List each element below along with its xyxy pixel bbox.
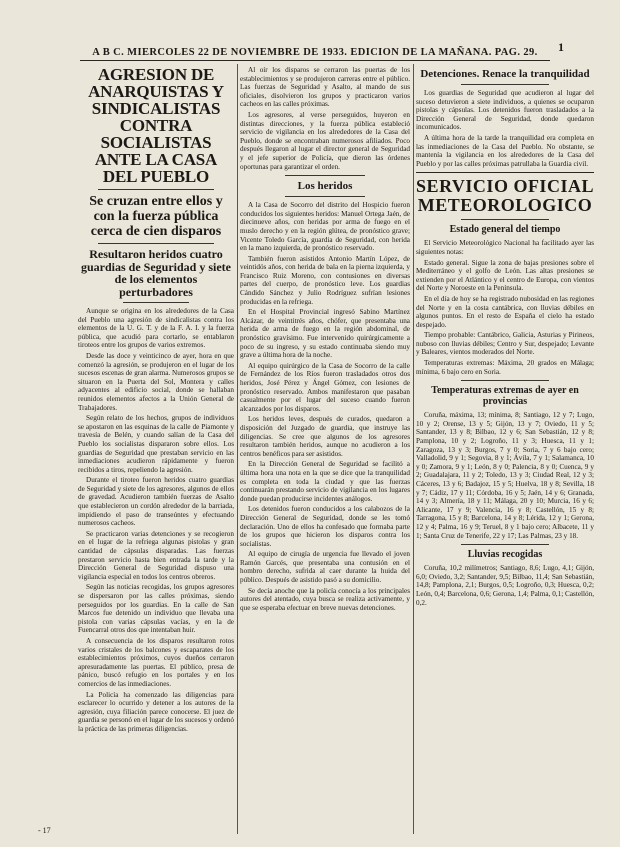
page-number: 1: [558, 40, 564, 54]
divider: [285, 175, 365, 176]
main-headline: AGRESION DE ANARQUISTAS Y SINDICALISTAS CONTRA SOCIALISTAS ANTE LA CASA DEL PUEBLO: [88, 66, 224, 186]
divider: [461, 219, 549, 220]
article-paragraph: Se practicaron varias detenciones y se recogieron en el lugar de la refriega algunas pistolas y gran cantidad de cápsulas disparadas. Las fuerzas prestaron servicio hasta bien entrada la tarde y la Dirección General de Seguridad dispuso una vigilancia especial en todos los centros obreros.: [78, 529, 234, 581]
meteo-paragraph: Estado general. Sigue la zona de bajas presiones sobre el Mediterráneo y el golfo de León. Las altas presiones se extienden por el Atlántico y el centro de Europa, con vientos del Norte y Noroeste en la Península.: [416, 258, 594, 293]
column-divider: [413, 64, 414, 834]
article-paragraph: Aunque se origina en los alrededores de la Casa del Pueblo una agresión de sindicalistas contra los elementos de la U. G. T. y de la F. A. I. y la fuerza pública, que acudió para cortarlo, se entablaron tiroteos entre los grupos de varios extremos.: [78, 307, 234, 350]
article-paragraph: Los agresores, al verse perseguidos, huyeron en distintas direcciones, y la fuerza pública estableció servicio de vigilancia en los alrededores de la Casa del Pueblo, donde se encontraban numerosos afiliados. Poco después llegaron al lugar el director general de Seguridad y el jefe superior de Policía, que dieron las órdenes oportunas para garantizar el orden.: [240, 110, 410, 171]
section-heading-detenciones: Detenciones. Renace la tranquilidad: [420, 68, 590, 80]
divider: [98, 189, 214, 190]
article-paragraph: Al oír los disparos se cerraron las puertas de los establecimientos y se produjeron carreras entre el público. Las fuerzas de Seguridad y Asalto, al mando de sus oficiales, disolvieron los grupos y practicaron varios cacheos en las calles próximas.: [240, 66, 410, 109]
rain-paragraph: Coruña, 10,2 milímetros; Santiago, 8,6; Lugo, 4,1; Gijón, 6,0; Oviedo, 3,2; Santander, 9,5; Bilbao, 11,4; San Sebastián, 14,8; Pamplona, 2,1; Burgos, 0,5; Logroño, 0,3; Huesca, 0,2; León, 0,4; Barcelona, 0,6; Gerona, 1,4; Palma, 0,1; Castellón, 0,2.: [416, 564, 594, 607]
article-paragraph: Los detenidos fueron conducidos a los calabozos de la Dirección General de Seguridad, donde se les tomó declaración. Uno de ellos ha confesado que formaba parte de los grupos que hicieron los disparos contra los socialistas.: [240, 505, 410, 548]
article-paragraph: Los guardias de Seguridad que acudieron al lugar del suceso detuvieron a siete individuos, a quienes se ocuparon pistolas y cápsulas. Los detenidos fueron trasladados a la Dirección General de Seguridad, donde quedaron incomunicados.: [416, 89, 594, 132]
article-paragraph: Al equipo de cirugía de urgencia fue llevado el joven Ramón Garcés, que presentaba una contusión en el hombro derecho, sufrida al caer durante la huida del público. Después de asistido pasó a su domicilio.: [240, 550, 410, 585]
column-2: [240, 66, 410, 836]
column-3: [416, 66, 594, 836]
meteo-paragraph: Tiempo probable: Cantábrico, Galicia, Asturias y Pirineos, nuboso con lluvias débiles; Centro y Sur, despejado; Levante y Baleares, vientos moderados del Norte.: [416, 331, 594, 357]
meteo-paragraph: Temperaturas extremas: Máxima, 20 grados en Málaga; mínima, 6 bajo cero en Soria.: [416, 359, 594, 376]
meteo-subhead: Estado general del tiempo: [449, 224, 561, 236]
divider: [461, 84, 549, 85]
article-paragraph: Según las noticias recogidas, los grupos agresores se dispersaron por las calles próximas, siendo perseguidos por los guardias. En la calle de San Marcos fue detenido un individuo que llevaba una pistola con varias cápsulas vacías, y en la de Fuencarral otros dos que intentaban huir.: [78, 583, 234, 635]
column-1: [78, 66, 234, 836]
meteo-paragraph: En el día de hoy se ha registrado nubosidad en las regiones del Norte y en la costa cantábrica, con lluvias débiles en algunos puntos. En el resto de España el cielo ha estado despejado.: [416, 294, 594, 329]
divider: [416, 172, 594, 173]
article-paragraph: En el Hospital Provincial ingresó Sabino Martínez Alcázar, de veintitrés años, chófer, que presentaba una herida de arma de fuego en la región abdominal, de pronóstico gravísimo. Fue intervenido quirúrgicamente a poco de su ingreso, y su estado continuaba siendo muy grave a última hora de la noche.: [240, 308, 410, 360]
temperatures-title: Temperaturas extremas de ayer en provincias: [431, 385, 579, 408]
article-paragraph: Según relato de los hechos, grupos de individuos se apostaron en las esquinas de la calle de Piamonte y travesía de Belén, y cuando salían de la Casa del Pueblo los socialistas dispararon sobre ellos. Los guardias de Seguridad que prestaban servicio en las inmediaciones acudieron rápidamente y fueron recibidos a tiros, repeliendo la agresión.: [78, 414, 234, 474]
page-header: [80, 40, 550, 61]
meteo-title: SERVICIO OFICIAL METEOROLOGICO: [416, 176, 594, 216]
article-paragraph: A consecuencia de los disparos resultaron rotos varios cristales de los balcones y escaparates de los establecimientos próximos, cuyos dueños cerraron apresuradamente las puertas. El público, presa de pánico, buscó refugio en los portales y en los comercios de las inmediaciones.: [78, 636, 234, 688]
divider: [461, 380, 549, 381]
rain-title: Lluvias recogidas: [467, 549, 543, 561]
temperatures-paragraph: Coruña, máxima, 13; mínima, 8; Santiago, 12 y 7; Lugo, 10 y 2; Orense, 13 y 5; Gijón, 13 y 7; Oviedo, 11 y 5; Santander, 13 y 8; Bilbao, 12 y 6; San Sebastián, 12 y 8; Pamplona, 10 y 2; Logroño, 11 y 3; Huesca, 11 y 1; Zaragoza, 13 y 3; Burgos, 7 y 0; Soria, 7 y 6 bajo cero; Valladolid, 9 y 1; Segovia, 8 y 1; Ávila, 7 y 1; Salamanca, 10 y 0; Zamora, 9 y 1; León, 8 y 0; Palencia, 8 y 0; Cuenca, 9 y 2; Guadalajara, 11 y 2; Toledo, 13 y 3; Ciudad Real, 12 y 3; Cáceres, 13 y 6; Badajoz, 15 y 5; Huelva, 18 y 8; Sevilla, 18 y 7; Cádiz, 17 y 11; Córdoba, 16 y 5; Jaén, 14 y 6; Granada, 14 y 3; Almería, 18 y 11; Málaga, 20 y 10; Murcia, 16 y 6; Alicante, 17 y 9; Valencia, 16 y 8; Castellón, 15 y 8; Tarragona, 15 y 8; Barcelona, 14 y 8; Lérida, 12 y 1; Gerona, 12 y 4; Palma, 16 y 9; Teruel, 8 y 1 bajo cero; Albacete, 11 y 1; Santa Cruz de Tenerife, 22 y 17; Las Palmas, 23 y 18.: [416, 411, 594, 540]
article-paragraph: En la Dirección General de Seguridad se facilitó a última hora una nota en la que se dice que la tranquilidad es completa en toda la ciudad y que las fuerzas continuarán prestando servicio de vigilancia en los lugares donde puedan producirse incidentes análogos.: [240, 460, 410, 503]
article-paragraph: Los heridos leves, después de curados, quedaron a disposición del Juzgado de guardia, que instruye las diligencias. Se cree que algunos de los agresores resultaron también heridos, aunque no acudieron a los centros benéficos para ser asistidos.: [240, 415, 410, 458]
article-paragraph: A la Casa de Socorro del distrito del Hospicio fueron conducidos los siguientes heridos: Manuel Ortega Jaén, de diecinueve años, con heridas por arma de fuego en el muslo derecho y en la región glútea, de pronóstico grave; Vicente Toledo García, guardia de Seguridad, con herida en la mano izquierda, de pronóstico reservado.: [240, 201, 410, 253]
column-divider: [237, 64, 238, 834]
subheadline-2: Resultaron heridos cuatro guardias de Seguridad y siete de los elementos perturbadores: [80, 247, 231, 299]
divider: [98, 243, 214, 244]
article-paragraph: También fueron asistidos Antonio Martín López, de veintidós años, con herida de bala en la pierna izquierda, y Francisco Ruiz Moreno, con contusiones en diversas partes del cuerpo, de pronóstico leve. Los guardias Cándido Sánchez y Julio Rodríguez sufrían lesiones producidas en la refriega.: [240, 254, 410, 306]
divider: [285, 196, 365, 197]
header-title: A B C. MIERCOLES 22 DE NOVIEMBRE DE 1933. EDICION DE LA MAÑANA. PAG. 29.: [92, 47, 538, 58]
meteo-paragraph: El Servicio Meteorológico Nacional ha facilitado ayer las siguientes notas:: [416, 239, 594, 256]
article-paragraph: Desde las doce y veinticinco de ayer, hora en que comenzó la agresión, se produjeron en el lugar de los sucesos escenas de gran alarma. Numerosos grupos se situaron en la Puerta del Sol, Montera y calles adyacentes al edificio social, donde se hallaban reunidos elementos afectos a la Unión General de Trabajadores.: [78, 351, 234, 412]
article-paragraph: A última hora de la tarde la tranquilidad era completa en las inmediaciones de la Casa del Pueblo. No obstante, se mantenía la vigilancia en los alrededores de la Casa del Pueblo y por las calles próximas patrullaba la Guardia civil.: [416, 133, 594, 168]
subheadline: Se cruzan entre ellos y con la fuerza pública cerca de cien disparos: [89, 194, 223, 239]
footer-mark: - 17: [38, 826, 51, 835]
article-paragraph: Al equipo quirúrgico de la Casa de Socorro de la calle de Fernández de los Ríos fueron trasladados otros dos heridos, José Pérez y Ángel Gómez, con lesiones de pronóstico reservado. Ambos manifestaron que pasaban casualmente por el lugar del suceso cuando fueron alcanzados por los disparos.: [240, 361, 410, 413]
article-paragraph: Durante el tiroteo fueron heridos cuatro guardias de Seguridad y siete de los agresores, algunos de ellos de gravedad. Acudieron también fuerzas de Asalto que establecieron un cordón alrededor de la barriada, impidiendo el paso de transeúntes y efectuando numerosos cacheos.: [78, 476, 234, 528]
divider: [461, 544, 549, 545]
article-paragraph: Se decía anoche que la policía conocía a los principales autores del atentado, cuya busca se realiza activamente, y que se esperaba efectuar en breve nuevas detenciones.: [240, 586, 410, 612]
divider: [123, 302, 189, 303]
article-paragraph: La Policía ha comenzado las diligencias para esclarecer lo ocurrido y detener a los autores de la agresión, cuya filiación parece conocerse. El juez de guardia se personó en el lugar de los sucesos y ordenó la práctica de las primeras diligencias.: [78, 690, 234, 733]
section-heading-heridos: Los heridos: [297, 180, 353, 193]
